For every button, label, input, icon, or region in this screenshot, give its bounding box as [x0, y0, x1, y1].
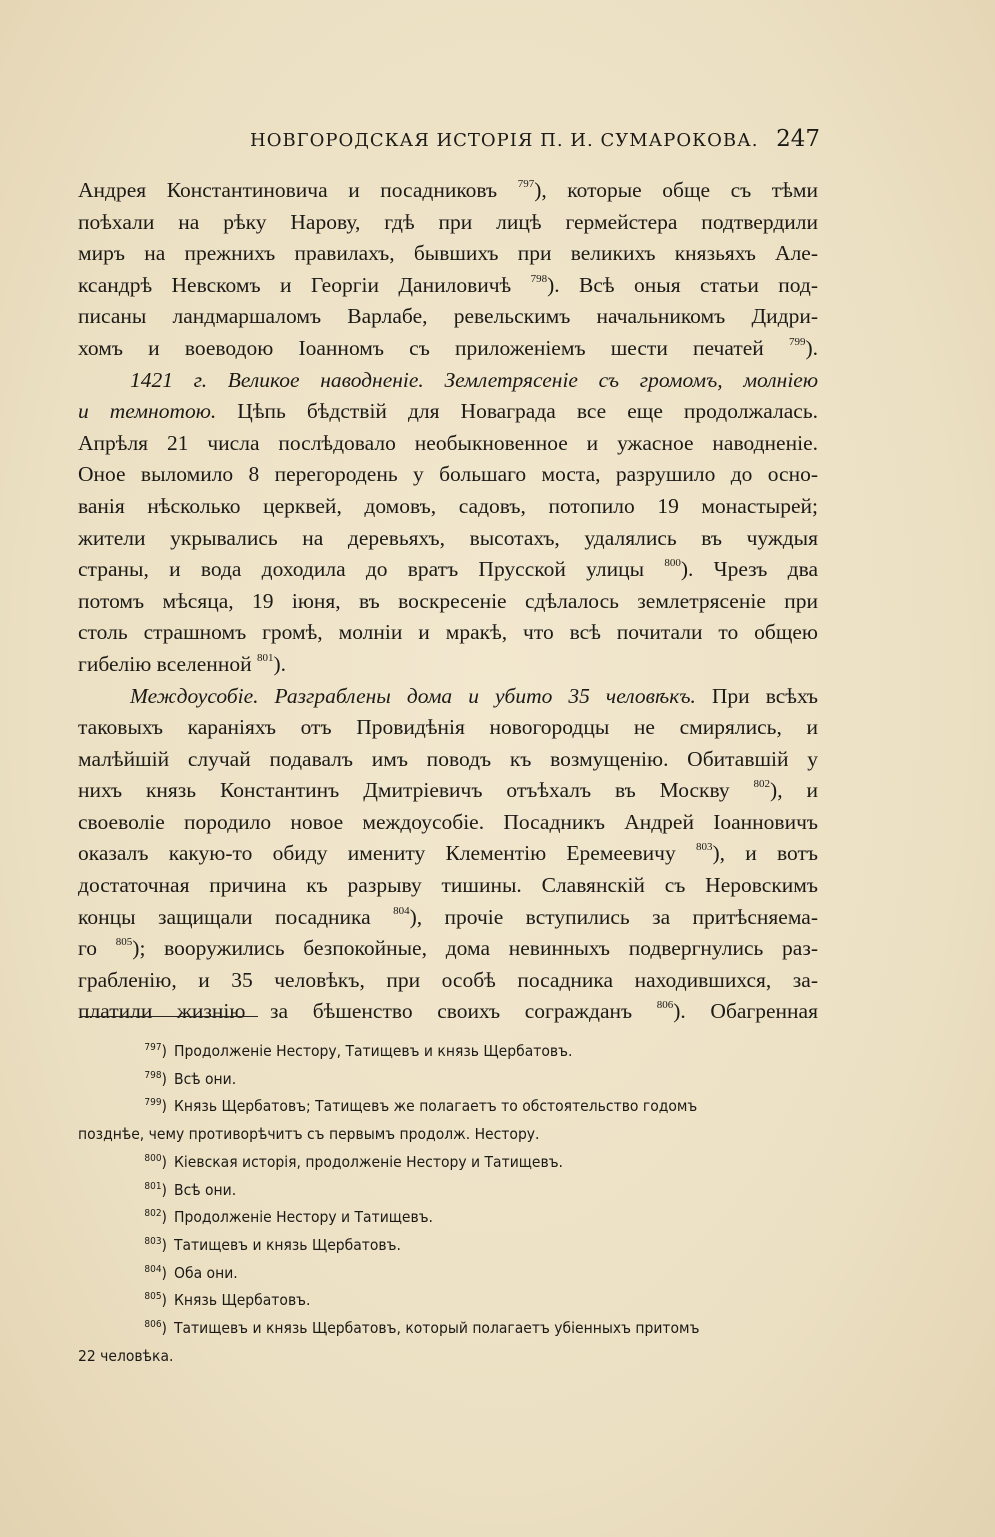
line-text-after: ), которые обще съ тѣми	[534, 178, 818, 202]
text-line	[78, 523, 818, 555]
footnote-text: Всѣ они.	[174, 1069, 237, 1088]
footnote-number	[78, 1232, 174, 1260]
text-line	[78, 428, 818, 460]
line-text: платили жизнію за бѣшенство своихъ согражданъ	[78, 999, 657, 1024]
line-text: миръ на прежнихъ правилахъ, бывшихъ при великихъ князьяхъ Але-	[78, 241, 818, 266]
footnote-number-text: 800	[144, 1152, 162, 1164]
line-text-after: ). Всѣ оныя статьи под-	[547, 272, 818, 297]
footnote	[78, 1204, 820, 1232]
line-text: гибелію вселенной	[78, 651, 257, 676]
line-text: нихъ князь Константинъ Дмитріевичъ отъѣхалъ въ Москву	[78, 778, 754, 803]
footnote-text: Продолженіе Нестору и Татищевъ.	[174, 1208, 433, 1227]
footnote-number	[78, 1149, 174, 1177]
footnote-text: Оба они.	[174, 1263, 238, 1282]
line-text: оказалъ какую-то обиду имениту Клементію Еремеевичу	[78, 841, 696, 866]
footnote-number-text: 801	[144, 1180, 162, 1192]
footnote-ref: 798	[530, 272, 548, 285]
text-line	[78, 807, 818, 839]
text-line	[78, 996, 818, 1028]
footnote	[78, 1315, 820, 1343]
line-text-after: ). Чрезъ два	[680, 557, 818, 582]
line-text: страны, и вода доходила до вратъ Прусской улицы	[78, 557, 665, 582]
page-number: 247	[776, 126, 820, 152]
line-text: Андрея Константиновича и посадниковъ	[78, 178, 518, 202]
text-line	[78, 333, 818, 365]
footnote-ref: 799	[788, 335, 806, 348]
footnotes	[78, 1038, 820, 1370]
footnote-text: Продолженіе Нестору, Татищевъ и князь Щербатовъ.	[174, 1042, 573, 1060]
footnote-number	[78, 1204, 174, 1232]
footnote-number-text: 799	[144, 1097, 162, 1109]
line-text: При всѣхъ	[695, 683, 818, 708]
footnote-number-text: 797	[144, 1042, 162, 1053]
line-text-after: ), и	[770, 778, 818, 803]
footnote-text: Татищевъ и князь Щербатовъ.	[174, 1235, 401, 1254]
footnote	[78, 1038, 820, 1066]
footnote	[78, 1177, 820, 1205]
text-line	[78, 270, 818, 302]
line-text: концы защищали посадника	[78, 904, 394, 929]
footnote-separator	[80, 1016, 258, 1017]
line-text: достаточная причина къ разрыву тишины. Славянскій съ Неровскимъ	[78, 873, 818, 898]
line-text-after: ). Обагренная	[673, 999, 818, 1024]
footnote	[78, 1287, 820, 1315]
text-line	[78, 649, 818, 681]
text-line	[78, 712, 818, 744]
line-text: своеволіе породило новое междоусобіе. Посадникъ Андрей Іоанновичъ	[78, 809, 818, 834]
footnote-ref: 806	[656, 999, 674, 1012]
footnote-continuation: 22 человѣка.	[78, 1346, 174, 1365]
footnote-continuation: позднѣе, чему противорѣчитъ съ первымъ продолж. Нестору.	[78, 1125, 540, 1144]
footnote-number-text: 806	[144, 1319, 162, 1331]
footnote-text: Всѣ они.	[174, 1180, 237, 1199]
footnote-ref: 804	[393, 904, 410, 917]
text-line	[78, 617, 818, 649]
footnote-paren: )	[161, 1208, 167, 1227]
text-line	[78, 870, 818, 902]
footnote-number-text: 805	[144, 1291, 162, 1303]
line-text: жители укрывались на деревьяхъ, высотахъ, удалялись въ чуждыя	[78, 525, 818, 550]
footnote-number-text: 802	[144, 1208, 162, 1220]
text-line	[78, 207, 818, 239]
text-line	[78, 838, 818, 870]
footnote-ref: 802	[753, 778, 771, 791]
line-text: потомъ мѣсяца, 19 іюня, въ воскресеніе сдѣлалось землетрясеніе при	[78, 588, 818, 613]
text-line	[78, 396, 818, 428]
text-line	[78, 933, 818, 965]
footnote-number	[78, 1038, 174, 1066]
footnote	[78, 1260, 820, 1288]
footnote-text: Кіевская исторія, продолженіе Нестору и Татищевъ.	[174, 1152, 563, 1171]
line-text: ксандрѣ Невскомъ и Георгіи Даниловичѣ	[78, 272, 531, 297]
footnote-text: Князь Щербатовъ; Татищевъ же полагаетъ то обстоятельство годомъ	[174, 1097, 698, 1116]
italic-heading: Междоусобіе. Разграблены дома и убито 35 человѣкъ.	[130, 683, 696, 708]
running-head: НОВГОРОДСКАЯ ИСТОРІЯ П. И. СУМАРОКОВА.	[250, 130, 759, 151]
footnote-paren: )	[161, 1180, 167, 1199]
footnote-number	[78, 1315, 174, 1343]
footnote	[78, 1149, 820, 1177]
text-line	[78, 238, 818, 270]
line-text-after: ).	[273, 651, 286, 676]
footnote-number	[78, 1066, 174, 1094]
text-line	[78, 902, 818, 934]
italic-heading: и темнотою.	[78, 399, 217, 424]
footnote-text: Князь Щербатовъ.	[174, 1291, 311, 1310]
footnote-number	[78, 1177, 174, 1205]
text-line	[78, 365, 818, 397]
line-text: столь страшномъ громѣ, молніи и мракѣ, что всѣ почитали то общею	[78, 620, 818, 645]
footnote-paren: )	[161, 1263, 167, 1282]
footnote	[78, 1066, 820, 1094]
footnote-paren: )	[161, 1042, 167, 1060]
footnote-paren: )	[161, 1235, 167, 1254]
body-text	[78, 175, 818, 1028]
footnote-ref: 801	[256, 651, 274, 664]
text-line	[78, 175, 818, 207]
footnote-ref: 805	[115, 936, 133, 949]
footnote-paren: )	[161, 1291, 167, 1310]
line-text-after: ); вооружились безпокойные, дома невинныхъ подвергнулись раз-	[132, 936, 818, 961]
footnote-number	[78, 1093, 174, 1121]
line-text: Цѣпь бѣдствій для Новаграда все еще продолжалась.	[216, 399, 818, 424]
page-header	[70, 126, 820, 160]
line-text-after: ), и вотъ	[712, 841, 818, 866]
line-text: Оное выломило 8 перегородень у большаго моста, разрушило до осно-	[78, 462, 818, 487]
line-text: поѣхали на рѣку Нарову, гдѣ при лицѣ гермейстера подтвердили	[78, 209, 818, 234]
italic-heading: 1421 г. Великое наводненіе. Землетрясеніе съ громомъ, молніею	[130, 367, 818, 392]
text-line	[78, 554, 818, 586]
footnote-number-text: 798	[144, 1069, 162, 1081]
line-text: го	[78, 936, 116, 961]
footnote-paren: )	[161, 1152, 167, 1171]
footnote	[78, 1232, 820, 1260]
footnote-ref: 800	[664, 557, 681, 570]
text-line	[78, 459, 818, 491]
line-text: грабленію, и 35 человѣкъ, при особѣ посадника находившихся, за-	[78, 967, 818, 992]
line-text: ванія нѣсколько церквей, домовъ, садовъ, потопило 19 монастырей;	[78, 493, 818, 518]
text-line	[78, 965, 818, 997]
footnote-text: Татищевъ и князь Щербатовъ, который полагаетъ убіенныхъ притомъ	[174, 1319, 700, 1338]
footnote-ref: 803	[696, 841, 713, 854]
text-line	[78, 586, 818, 618]
text-line	[78, 681, 818, 713]
text-line	[78, 775, 818, 807]
footnote-number-text: 804	[144, 1263, 162, 1275]
text-line	[78, 301, 818, 333]
line-text-after: ), прочіе вступились за притѣсняема-	[409, 904, 818, 929]
line-text: таковыхъ караніяхъ отъ Провидѣнія новогородцы не смирялись, и	[78, 715, 818, 740]
footnote	[78, 1093, 820, 1121]
text-line	[78, 491, 818, 523]
footnote-paren: )	[161, 1097, 167, 1116]
footnote-paren: )	[161, 1069, 167, 1088]
line-text: писаны ландмаршаломъ Варлабе, ревельскимъ начальникомъ Дидри-	[78, 304, 818, 329]
line-text: хомъ и воеводою Іоанномъ съ приложеніемъ шести печатей	[78, 335, 789, 360]
footnote-ref: 797	[517, 178, 535, 190]
line-text: малѣйшій случай подавалъ имъ поводъ къ возмущенію. Обитавшій у	[78, 746, 818, 771]
footnote-number	[78, 1287, 174, 1315]
text-line	[78, 744, 818, 776]
line-text: Апрѣля 21 числа послѣдовало необыкновенное и ужасное наводненіе.	[78, 430, 818, 455]
footnote-number-text: 803	[144, 1235, 162, 1247]
line-text-after: ).	[805, 335, 818, 360]
footnote-number	[78, 1260, 174, 1288]
footnote-paren: )	[161, 1319, 167, 1338]
